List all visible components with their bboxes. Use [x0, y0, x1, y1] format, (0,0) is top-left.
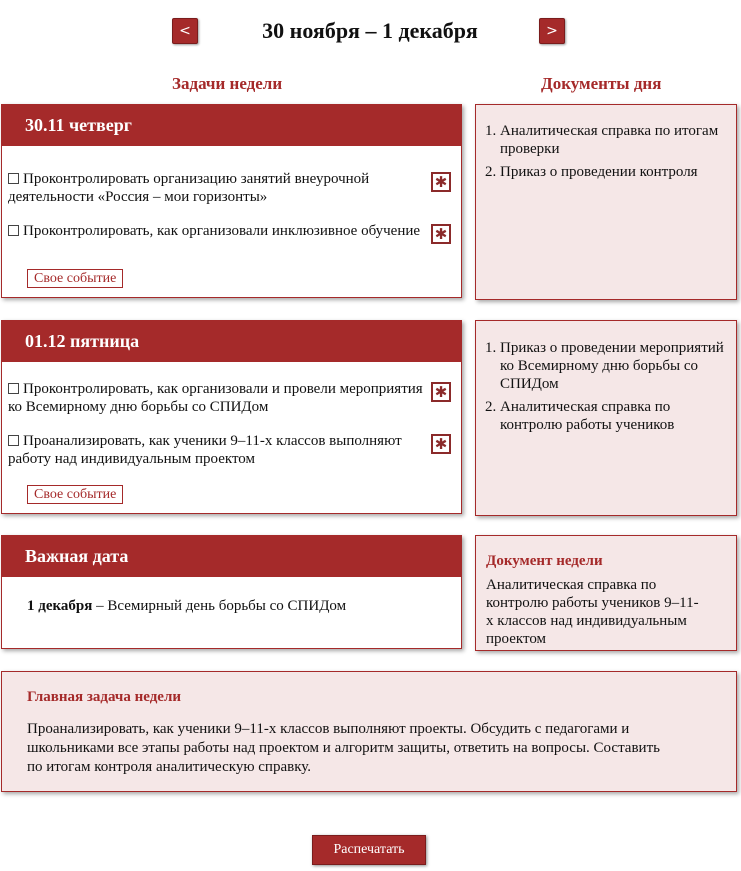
important-date-separator: – [92, 598, 108, 614]
day-card-thursday [1, 104, 462, 298]
own-event-button[interactable]: Свое событие [27, 269, 123, 288]
prev-week-button[interactable]: < [172, 18, 198, 44]
delete-task-icon[interactable]: ✱ [431, 224, 451, 244]
document-link[interactable]: 2. Приказ о проведении контроля [500, 163, 736, 181]
day-title: 30.11 четверг [2, 105, 461, 146]
main-task-box [1, 671, 737, 792]
main-task-text: Проанализировать, как ученики 9–11-х классов выполняют проекты. Обсудить с педагогами и школьниками все этапы работы над проектом и алгоритм защиты, ответить на вопросы. Составить по итогам контроля аналитическую справку. [27, 721, 660, 775]
important-date-card [1, 535, 462, 649]
task-item [2, 170, 461, 206]
docs-column-heading: Документы дня [541, 74, 662, 93]
main-task-title: Главная задача недели [27, 689, 182, 705]
important-date-body [2, 577, 461, 615]
task-item [2, 432, 461, 468]
task-text: Проконтролировать, как организовали инклюзивное обучение [23, 223, 421, 239]
delete-task-icon[interactable]: ✱ [431, 382, 451, 402]
delete-task-icon[interactable]: ✱ [431, 434, 451, 454]
day-card-friday [1, 320, 462, 514]
print-button[interactable]: Распечатать [312, 835, 426, 865]
document-link[interactable]: 2. Аналитическая справка по контролю работы учеников [500, 398, 726, 434]
task-text: Проанализировать, как ученики 9–11-х классов выполняют работу над индивидуальным проектом [8, 433, 402, 467]
document-link[interactable]: 1. Аналитическая справка по итогам проверки [500, 122, 736, 158]
week-title: 30 ноября – 1 декабря [262, 18, 478, 43]
delete-task-icon[interactable]: ✱ [431, 172, 451, 192]
task-text: Проконтролировать организацию занятий внеурочной деятельности «Россия – мои горизонты» [8, 171, 370, 205]
next-week-button[interactable]: > [539, 18, 565, 44]
task-checkbox[interactable] [8, 173, 19, 184]
task-checkbox[interactable] [8, 435, 19, 446]
task-item [2, 222, 461, 243]
day-documents-thursday [475, 104, 737, 300]
day-documents-friday [475, 320, 737, 516]
task-item [2, 380, 461, 416]
document-link[interactable]: 1. Приказ о проведении мероприятий ко Всемирному дню борьбы со СПИДом [500, 339, 726, 393]
important-date-title: Важная дата [2, 536, 461, 577]
day-title: 01.12 пятница [2, 321, 461, 362]
tasks-column-heading: Задачи недели [172, 74, 283, 93]
important-date-date: 1 декабря [27, 598, 93, 614]
week-document-box [475, 535, 737, 651]
own-event-button[interactable]: Свое событие [27, 485, 123, 504]
important-date-text: Всемирный день борьбы со СПИДом [107, 598, 347, 614]
week-navigation [0, 17, 741, 47]
week-document-link[interactable]: Аналитическая справка по контролю работы учеников 9–11-х классов над индивидуальным проектом [486, 577, 699, 647]
week-document-title: Документ недели [486, 553, 603, 569]
task-text: Проконтролировать, как организовали и провели мероприятия ко Всемирному дню борьбы со СПИДом [8, 381, 423, 415]
task-checkbox[interactable] [8, 383, 19, 394]
task-checkbox[interactable] [8, 225, 19, 236]
